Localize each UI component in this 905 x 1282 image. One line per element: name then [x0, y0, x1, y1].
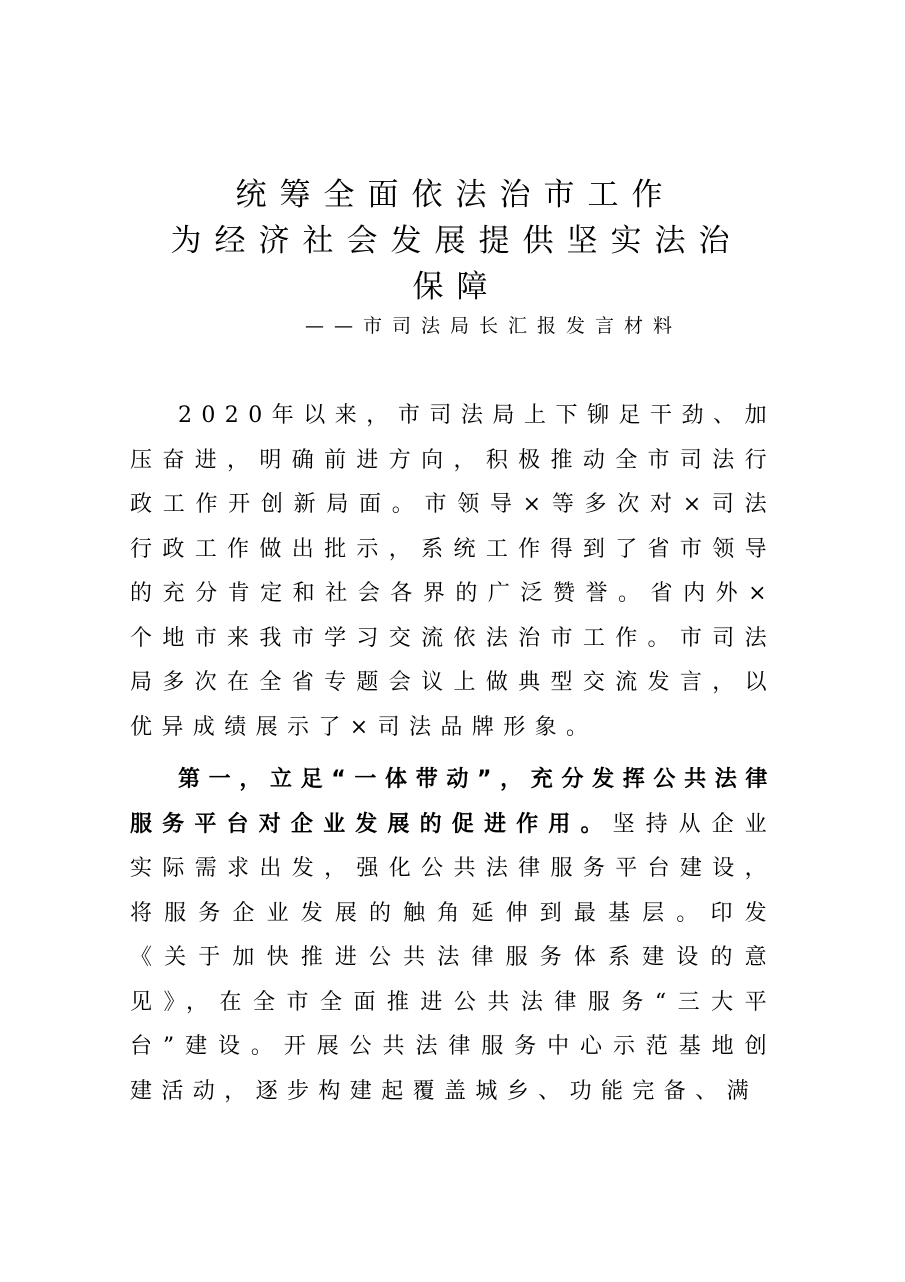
paragraph-2-text: 坚持从企业实际需求出发，强化公共法律服务平台建设，将服务企业发展的触角延伸到最基层。印发《关于加快推进公共法律服务体系建设的意见》，在全市全面推进公共法律服务“三大平台”建设。开展公共法律服务中心示范基地创建活动，逐步构建起覆盖城乡、功能完备、满: [130, 811, 776, 1104]
body-text: [130, 394, 776, 1114]
title-line-2: 为经济社会发展提供坚实法治: [170, 223, 743, 259]
subtitle: ——市司法局长汇报发言材料: [304, 315, 682, 337]
title-line-3: 保障: [412, 269, 501, 305]
title-line-1: 统筹全面依法治市工作: [235, 177, 676, 213]
title-block: [0, 172, 905, 341]
paragraph-1-text: 2020年以来，市司法局上下铆足干劲、加压奋进，明确前进方向，积极推动全市司法行政工作开创新局面。市领导×等多次对×司法行政工作做出批示，系统工作得到了省市领导的充分肯定和社会各界的广泛赞誉。省内外×个地市来我市学习交流依法治市工作。市司法局多次在全省专题会议上做典型交流发言，以优异成绩展示了×司法品牌形象。: [130, 403, 776, 740]
paragraph-2-bold-lead: 第一，立足“一体带动”，充分发挥公共法律服务平台对企业发展的促进作用。: [130, 767, 776, 837]
paragraph-2: [130, 758, 776, 1114]
paragraph-1: [130, 394, 776, 750]
